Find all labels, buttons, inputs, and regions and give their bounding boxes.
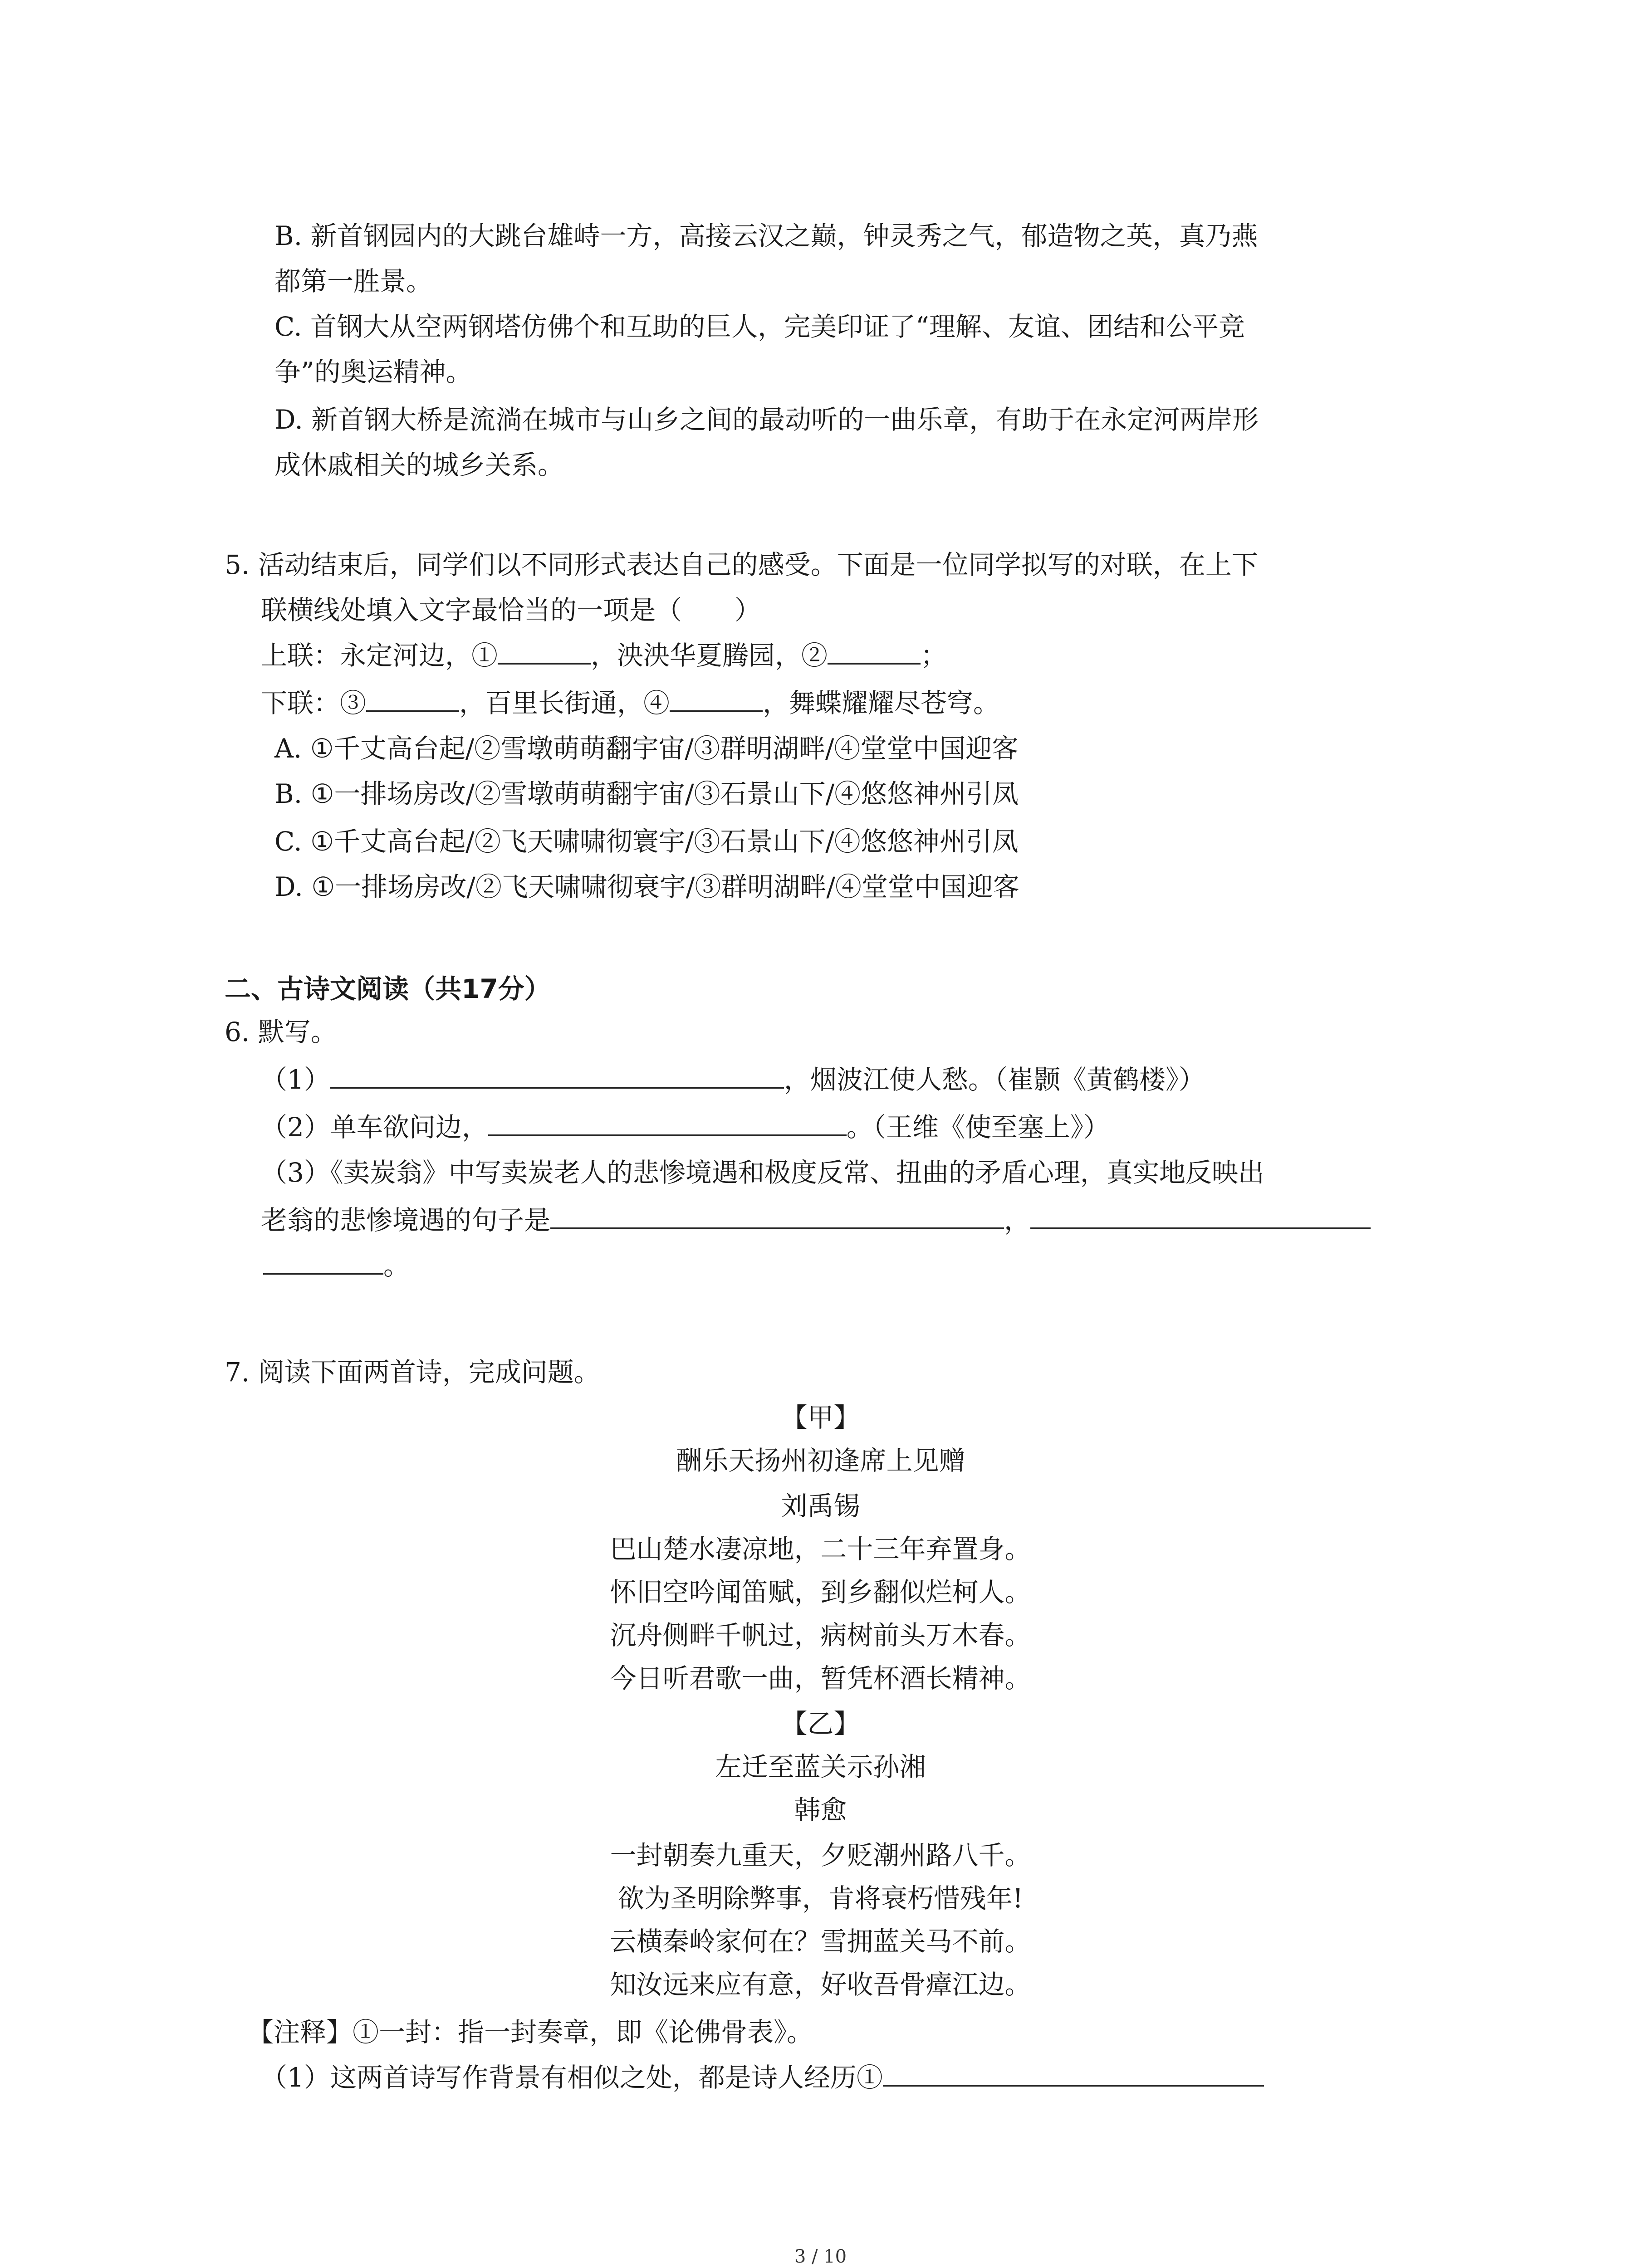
- poem-a-line: 巴山楚水凄凉地，二十三年弃置身。: [610, 1534, 1031, 1564]
- poem-a-line: 沉舟侧畔千帆过，病树前头万木春。: [610, 1620, 1031, 1651]
- q4-option-b-line1: B. 新首钢园内的大跳台雄峙一方，高接云汉之巅，钟灵秀之气，郁造物之英，真乃燕: [274, 220, 1258, 251]
- q5-upper-couplet: [261, 637, 947, 674]
- q5-option-d[interactable]: D. ①一排场房改/②飞天啸啸彻衰宇/③群明湖畔/④堂堂中国迎客: [274, 871, 1019, 902]
- q6-part3-comma: ，: [1004, 1205, 1031, 1236]
- poem-b-author: 韩愈: [794, 1794, 847, 1825]
- q6-part2: [261, 1109, 1110, 1145]
- poem-b-line: 一封朝奏九重天，夕贬潮州路八千。: [610, 1840, 1031, 1871]
- q5-option-b[interactable]: B. ①一排场房改/②雪墩萌萌翻宇宙/③石景山下/④悠悠神州引凤: [274, 778, 1019, 809]
- q6-part3-text: 老翁的悲惨境遇的句子是: [261, 1205, 551, 1236]
- q6-part1-label: （1）: [261, 1064, 330, 1095]
- q4-option-d-line1: D. 新首钢大桥是流淌在城市与山乡之间的最动听的一曲乐章，有助于在永定河两岸形: [274, 404, 1259, 435]
- q5-upper-text-a: 上联：永定河边，①: [261, 640, 498, 671]
- q7-sub1: [261, 2059, 1264, 2096]
- q4-option-c-line2: 争”的奥运精神。: [274, 357, 472, 387]
- q6-blank-2[interactable]: [488, 1109, 847, 1136]
- q5-blank-2[interactable]: [828, 637, 921, 665]
- q7-note: 【注释】①一封：指一封奏章，即《论佛骨表》。: [247, 2017, 813, 2048]
- q6-part3-line2: [261, 1202, 1371, 1238]
- q6-blank-3[interactable]: [550, 1202, 1004, 1229]
- q6-part3-line3: [263, 1247, 410, 1284]
- q5-blank-3[interactable]: [366, 685, 459, 712]
- q5-lower-text-c: ，舞蝶耀耀尽苍穹。: [763, 688, 1000, 719]
- q7-stem: 7. 阅读下面两首诗，完成问题。: [225, 1357, 600, 1388]
- poem-a-author: 刘禹锡: [781, 1491, 860, 1521]
- q5-stem-line1: 5. 活动结束后，同学们以不同形式表达自己的感受。下面是一位同学拟写的对联，在上下: [225, 549, 1258, 580]
- q6-part1: [261, 1061, 1205, 1098]
- q7-sub1-text: （1）这两首诗写作背景有相似之处，都是诗人经历①: [261, 2062, 883, 2093]
- q6-blank-4b[interactable]: [263, 1247, 383, 1275]
- q5-option-c[interactable]: C. ①千丈高台起/②飞天啸啸彻寰宇/③石景山下/④悠悠神州引凤: [274, 826, 1019, 857]
- q7-blank-1[interactable]: [883, 2059, 1264, 2087]
- q5-blank-4[interactable]: [670, 685, 763, 712]
- q5-lower-text-b: ，百里长街通，④: [459, 688, 670, 719]
- poem-b-line: 知汝远来应有意，好收吾骨瘴江边。: [610, 1969, 1031, 2000]
- poem-b-title: 左迁至蓝关示孙湘: [715, 1751, 926, 1782]
- q6-blank-1[interactable]: [330, 1061, 784, 1089]
- q4-option-b-line2: 都第一胜景。: [274, 266, 433, 297]
- poem-b-line: 云横秦岭家何在？雪拥蓝关马不前。: [610, 1926, 1031, 1957]
- q6-stem: 6. 默写。: [225, 1017, 337, 1047]
- q5-upper-text-c: ；: [921, 640, 947, 671]
- poem-b-tag: 【乙】: [781, 1708, 860, 1739]
- page-number: 3 / 10: [794, 2246, 847, 2267]
- q6-part3-end: 。: [383, 1250, 410, 1281]
- q5-upper-text-b: ，泱泱华夏腾园，②: [591, 640, 828, 671]
- q5-lower-couplet: [261, 685, 999, 721]
- section-heading: 二、古诗文阅读（共17分）: [225, 973, 551, 1004]
- q4-option-d-line2: 成休戚相关的城乡关系。: [274, 450, 564, 480]
- poem-a-line: 今日听君歌一曲，暂凭杯酒长精神。: [610, 1663, 1031, 1694]
- q5-stem-line2: 联横线处填入文字最恰当的一项是（ ）: [261, 595, 761, 626]
- q6-part1-text: ，烟波江使人愁。（崔颢《黄鹤楼》）: [784, 1064, 1205, 1095]
- q6-part2-text-b: 。（王维《使至塞上》）: [846, 1112, 1110, 1143]
- poem-b-line: 欲为圣明除弊事，肯将衰朽惜残年!: [617, 1883, 1024, 1914]
- q5-lower-text-a: 下联：③: [261, 688, 367, 719]
- q6-blank-4a[interactable]: [1030, 1202, 1371, 1229]
- poem-a-line: 怀旧空吟闻笛赋，到乡翻似烂柯人。: [610, 1577, 1031, 1608]
- q6-part3-line1: （3）《卖炭翁》中写卖炭老人的悲惨境遇和极度反常、扭曲的矛盾心理，真实地反映出: [261, 1157, 1264, 1188]
- q6-part2-text-a: （2）单车欲问边，: [261, 1112, 488, 1143]
- poem-a-title: 酬乐天扬州初逢席上见赠: [676, 1445, 965, 1476]
- q5-option-a[interactable]: A. ①千丈高台起/②雪墩萌萌翻宇宙/③群明湖畔/④堂堂中国迎客: [274, 733, 1019, 764]
- q5-blank-1[interactable]: [498, 637, 591, 665]
- q4-option-c-line1: C. 首钢大从空两钢塔仿佛个和互助的巨人，完美印证了“理解、友谊、团结和公平竞: [274, 311, 1245, 342]
- poem-a-tag: 【甲】: [781, 1402, 860, 1433]
